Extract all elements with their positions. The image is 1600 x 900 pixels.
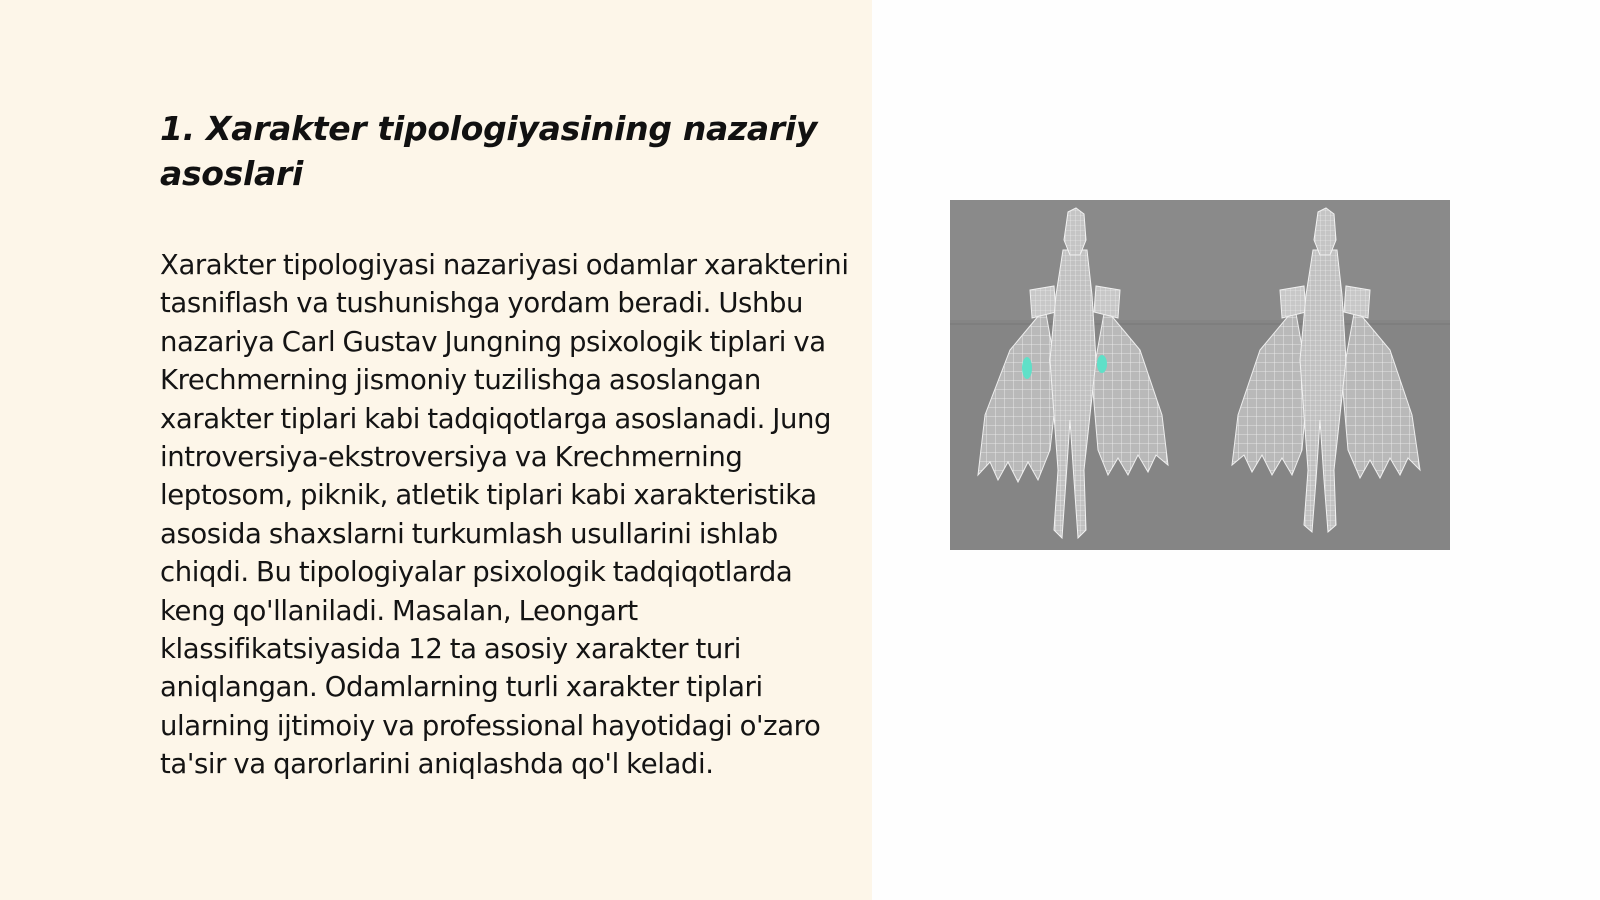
- wireframe-model-illustration: [950, 200, 1450, 550]
- wireframe-character-model-image: [950, 200, 1450, 550]
- slide-title: 1. Xarakter tipologiyasining nazariy asoslari: [160, 109, 818, 193]
- slide-body-text: Xarakter tipologiyasi nazariyasi odamlar xarakterini tasniflash va tushunishga yordam beradi. Ushbu nazariya Carl Gustav Jungning psixologik tiplari va Krechmerning jismoniy tuzilishga asoslangan xarakter tiplari kabi tadqiqotlarga asoslanadi. Jung introversiya-ekstroversiya va Krechmerning leptosom, piknik, atletik tiplari kabi xarakteristika asosida shaxslarni turkumlash usullarini ishlab chiqdi. Bu tipologiyalar psixologik tadqiqotlarda keng qo'llaniladi. Masalan, Leongart klassifikatsiyasida 12 ta asosiy xarakter turi aniqlangan. Odamlarning turli xarakter tiplari ularning ijtimoiy va professional hayotidagi o'zaro ta'sir va qarorlarini aniqlashda qo'l keladi.: [160, 249, 849, 781]
